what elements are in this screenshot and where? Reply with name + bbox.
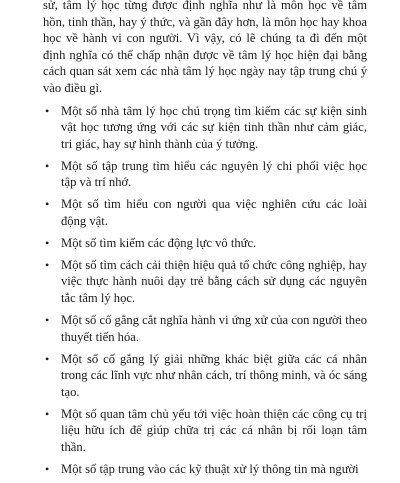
- list-item: [43, 351, 367, 401]
- list-item: [43, 235, 367, 252]
- list-item-text: Một số tìm kiếm các động lực vô thức.: [61, 235, 257, 250]
- bullet-icon: •: [45, 235, 50, 250]
- bullet-icon: •: [45, 197, 50, 212]
- bullet-icon: •: [45, 351, 50, 366]
- list-item: [43, 461, 367, 478]
- bullet-icon: •: [45, 461, 50, 476]
- list-item-text: Một số tập trung vào các kỹ thuật xử lý thông tin mà người: [61, 461, 359, 476]
- bullet-list: [43, 103, 367, 478]
- list-item: [43, 406, 367, 456]
- bullet-icon: •: [45, 313, 50, 328]
- bullet-icon: •: [45, 158, 50, 173]
- intro-paragraph: sử, tâm lý học từng được định nghĩa như là môn học về tâm hồn, tinh thần, hay ý thức, và gần đây hơn, là môn học hay khoa học về hành vi con người. Vì vậy, có lẽ chúng ta đi đến một định nghĩa có thể chấp nhận được về tâm lý học hiện đại bằng cách quan sát xem các nhà tâm lý học ngày nay tập trung chú ý vào điều gì.: [43, 0, 367, 95]
- list-item: [43, 257, 367, 307]
- bullet-icon: •: [45, 406, 50, 421]
- list-item: [43, 158, 367, 191]
- list-item: [43, 103, 367, 153]
- bullet-icon: •: [45, 103, 50, 118]
- list-item-text: Một số tìm cách cải thiện hiệu quả tổ chức công nghiệp, hay việc thực hành nuôi dạy trẻ bằng cách sử dụng các nguyên tắc tâm lý học.: [61, 257, 367, 306]
- list-item-text: Một số nhà tâm lý học chú trọng tìm kiếm các sự kiện sinh vật học tương ứng với các sự kiện tinh thần như cảm giác, tri giác, hay sự hình thành của ý tưởng.: [61, 103, 367, 151]
- page-text: [43, 0, 367, 483]
- list-item-text: Một số cố gắng lý giải những khác biệt giữa các cá nhân trong các lĩnh vực như nhân cách, trí thông minh, và óc sáng tạo.: [61, 351, 367, 399]
- bullet-icon: •: [45, 257, 50, 272]
- list-item-text: Một số tập trung tìm hiểu các nguyên lý chi phối việc học tập và trí nhớ.: [61, 158, 367, 190]
- list-item: [43, 196, 367, 229]
- list-item-text: Một số tìm hiểu con người qua việc nghiên cứu các loài động vật.: [61, 197, 367, 228]
- list-item-text: Một số quan tâm chủ yếu tới việc hoàn thiện các công cụ trị liệu hữu ích để giúp chữa trị các cá nhân bị rối loạn tâm thần.: [61, 406, 367, 454]
- list-item: [43, 312, 367, 345]
- list-item-text: Một số cố gắng cắt nghĩa hành vi ứng xử của con người theo thuyết tiến hóa.: [61, 313, 367, 344]
